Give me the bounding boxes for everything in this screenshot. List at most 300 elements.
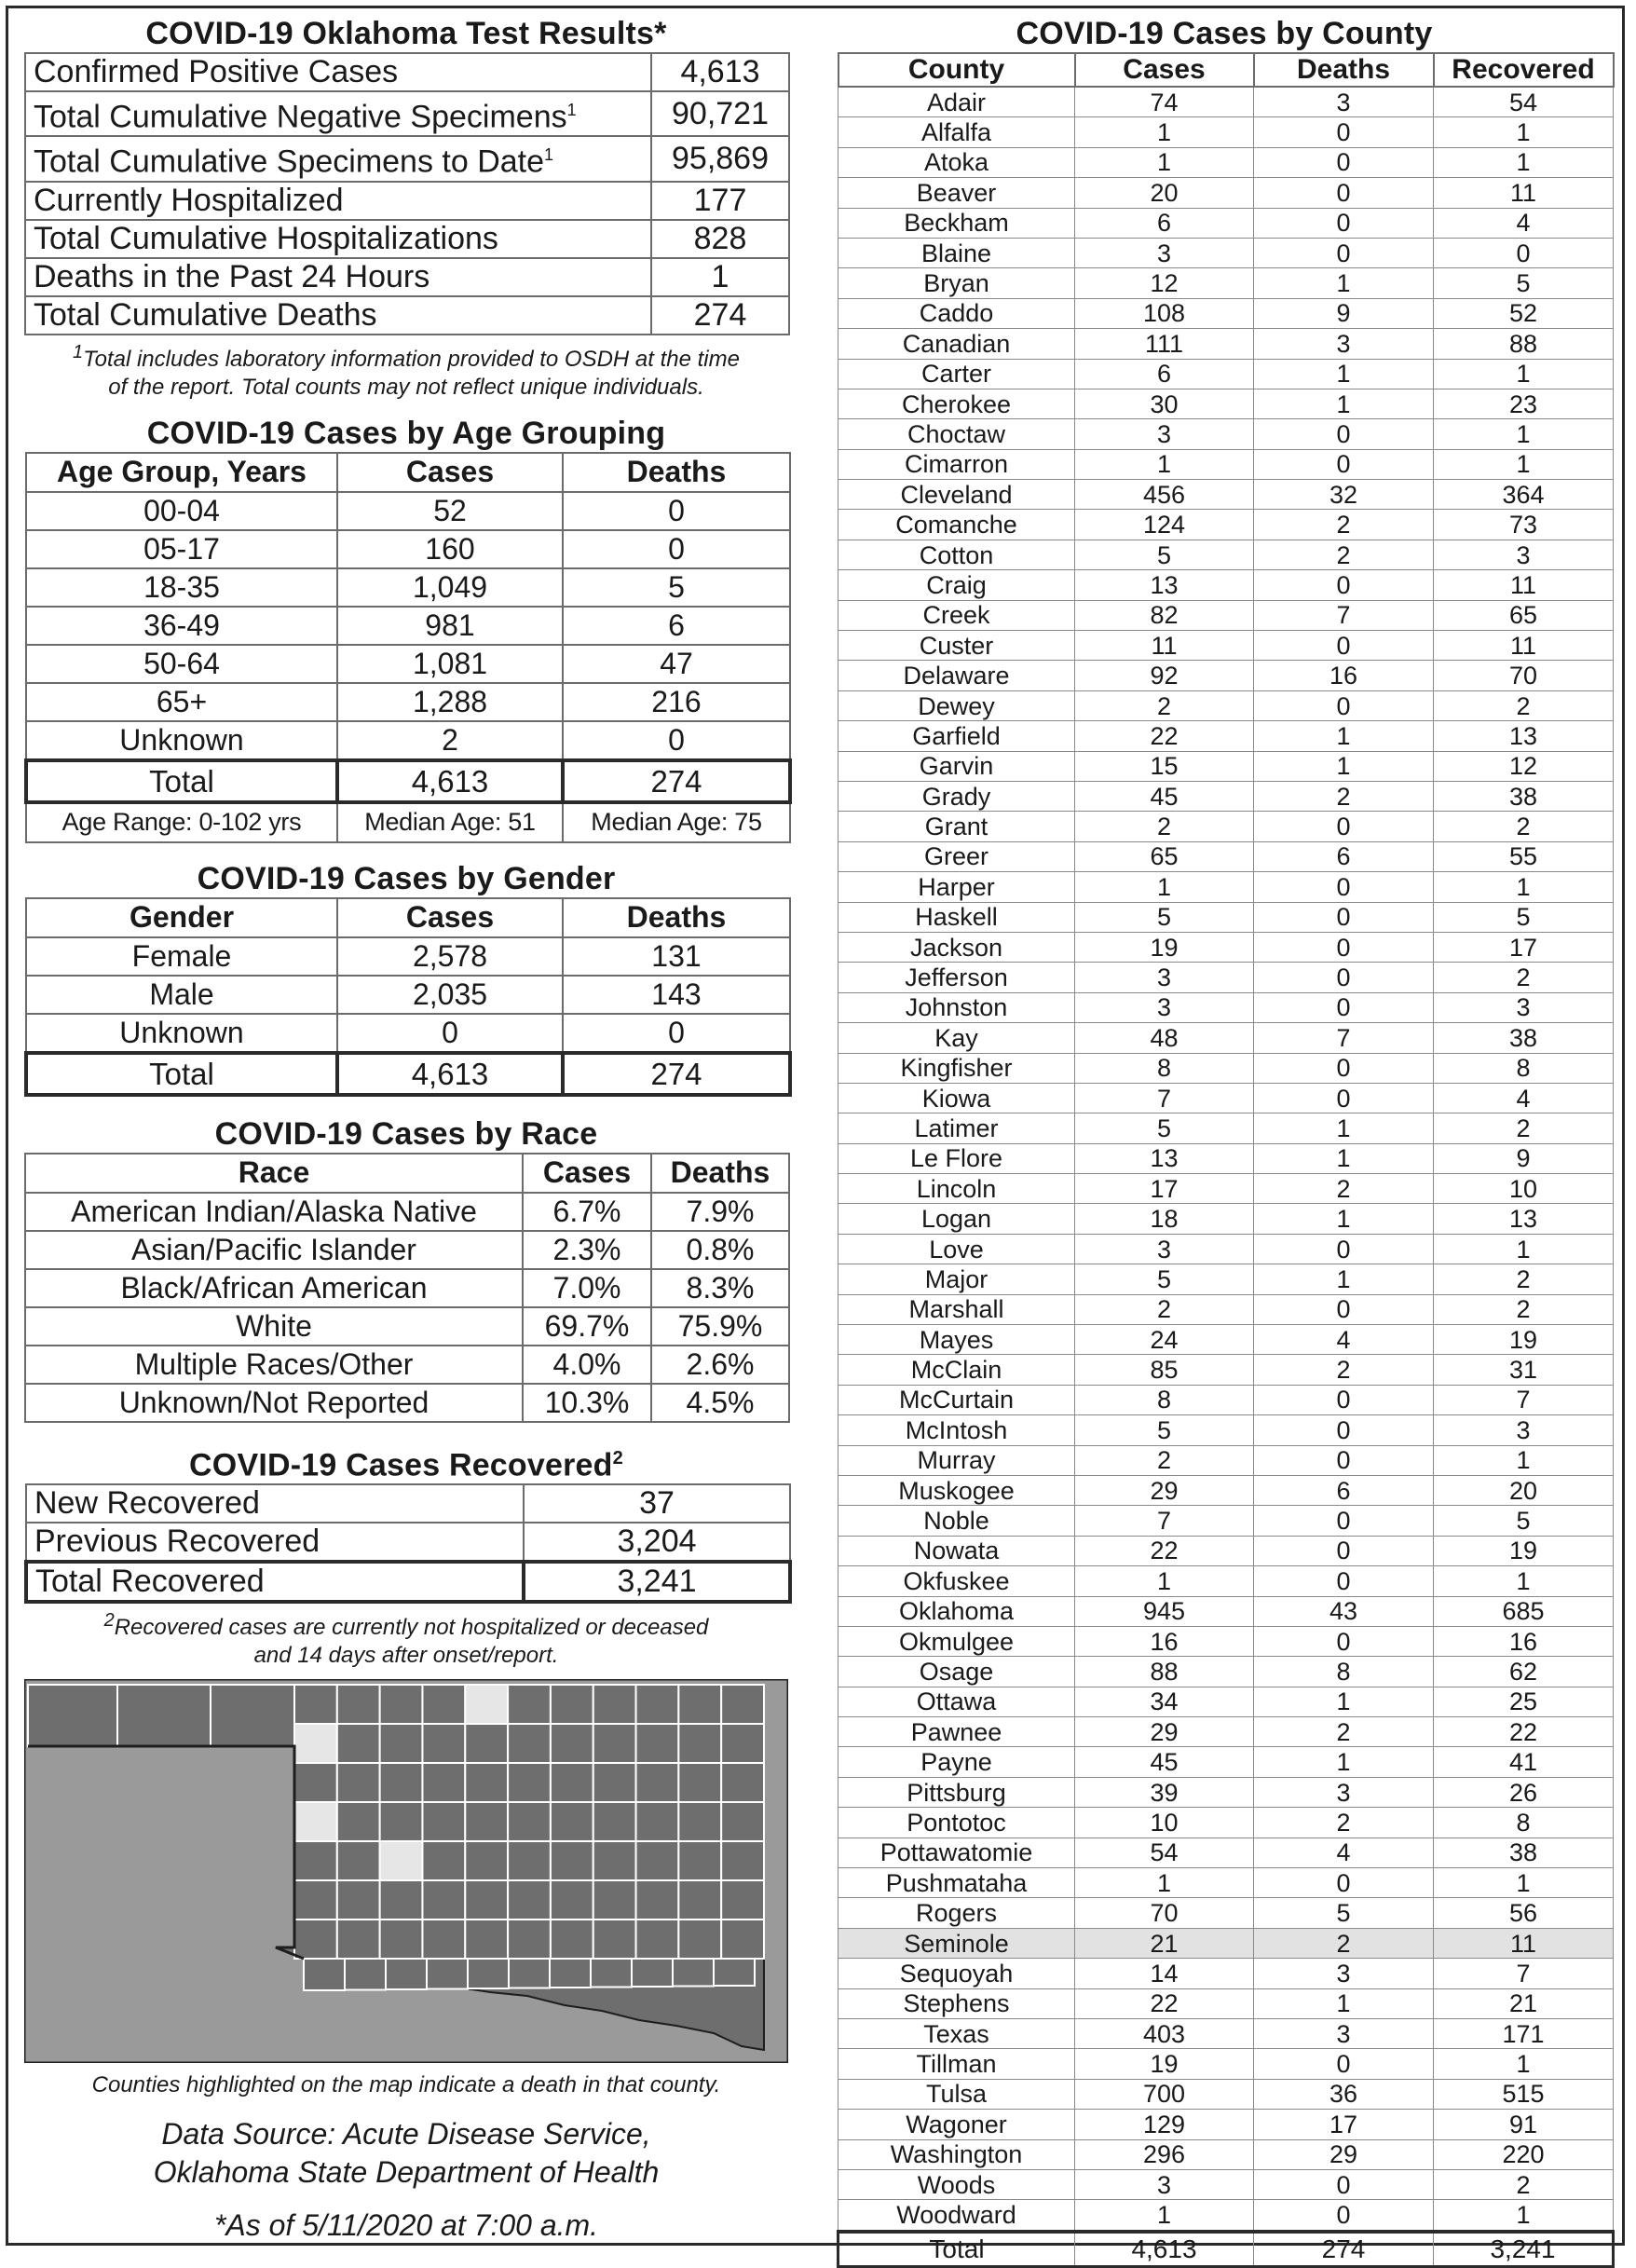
county-row	[838, 600, 1614, 630]
county-row	[838, 721, 1614, 751]
county-row	[838, 1808, 1614, 1838]
county-shape	[465, 1763, 508, 1802]
county-cell: 11	[1434, 1928, 1614, 1958]
county-row	[838, 992, 1614, 1022]
county-cell: 0	[1254, 1234, 1434, 1264]
county-shape	[721, 1724, 764, 1763]
county-cell: 17	[1075, 1174, 1254, 1204]
age-total-cell: 4,613	[337, 760, 563, 802]
county-row	[838, 2200, 1614, 2232]
county-shape	[380, 1685, 423, 1724]
county-cell: 0	[1254, 178, 1434, 208]
age-title: COVID-19 Cases by Age Grouping	[146, 415, 666, 451]
county-shape	[465, 1920, 508, 1959]
county-cell: 0	[1254, 1566, 1434, 1596]
county-shape	[422, 1841, 465, 1880]
county-row	[838, 1596, 1614, 1626]
county-cell: 945	[1075, 1596, 1254, 1626]
age-cell: 160	[337, 530, 563, 568]
race-cell: Black/African American	[25, 1269, 523, 1307]
county-row	[838, 963, 1614, 992]
county-cell: 0	[1254, 238, 1434, 267]
county-cell: 11	[1434, 570, 1614, 600]
county-row	[838, 2110, 1614, 2139]
test-result-row	[25, 91, 789, 136]
county-cell: 1	[1254, 721, 1434, 751]
county-cell: Marshall	[838, 1294, 1075, 1324]
county-cell: 2	[1075, 1294, 1254, 1324]
county-cell: 8	[1434, 1053, 1614, 1083]
county-cell: 1	[1254, 389, 1434, 418]
county-cell: Ottawa	[838, 1687, 1075, 1716]
age-row	[26, 530, 790, 568]
age-total-cell: 274	[563, 760, 790, 802]
county-shape	[550, 1959, 591, 1988]
county-cell: 65	[1075, 841, 1254, 871]
county-cell: Adair	[838, 87, 1075, 117]
county-cell: 2	[1434, 812, 1614, 841]
county-row	[838, 268, 1614, 298]
age-row	[26, 568, 790, 607]
county-cell: Murray	[838, 1445, 1075, 1475]
county-cell: 11	[1434, 178, 1614, 208]
county-cell: 3	[1075, 2169, 1254, 2199]
county-cell: 1	[1434, 1445, 1614, 1475]
county-cell: 5	[1075, 1415, 1254, 1445]
county-cell: 39	[1075, 1777, 1254, 1807]
county-cell: 19	[1075, 932, 1254, 962]
county-cell: 2	[1254, 1717, 1434, 1747]
county-cell: Pontotoc	[838, 1808, 1075, 1838]
county-shape	[591, 1959, 632, 1988]
county-cell: 685	[1434, 1596, 1614, 1626]
test-result-value: 90,721	[651, 91, 789, 136]
county-cell: 73	[1434, 510, 1614, 540]
age-footer-cell: Median Age: 75	[563, 802, 790, 842]
age-cell: 1,081	[337, 645, 563, 683]
race-row	[25, 1193, 789, 1231]
county-cell: McClain	[838, 1355, 1075, 1385]
county-shape	[465, 1724, 508, 1763]
county-cell: 38	[1434, 1023, 1614, 1053]
gender-header-row	[26, 898, 790, 937]
county-shape	[551, 1880, 593, 1920]
county-cell: 0	[1254, 1294, 1434, 1324]
age-cell: 50-64	[26, 645, 337, 683]
county-cell: 0	[1254, 147, 1434, 177]
race-cell: Unknown/Not Reported	[25, 1384, 523, 1422]
county-cell: 74	[1075, 87, 1254, 117]
county-cell: 0	[1254, 631, 1434, 661]
county-shape	[551, 1920, 593, 1959]
county-cell: 1	[1434, 2200, 1614, 2232]
gender-cell: Male	[26, 976, 337, 1014]
race-row	[25, 1307, 789, 1346]
age-row	[26, 607, 790, 645]
race-header-row	[25, 1154, 789, 1193]
county-shape	[593, 1802, 636, 1841]
county-row	[838, 2049, 1614, 2079]
county-cell: 0	[1254, 690, 1434, 720]
race-table	[24, 1153, 790, 1423]
county-cell: 2	[1434, 2169, 1614, 2199]
test-results-note: $^1$Total includes laboratory information provided to OSDH at the time of the report. Total counts may not reflect unique individuals.	[73, 341, 740, 400]
county-cell: 3	[1434, 992, 1614, 1022]
age-header-row	[26, 453, 790, 492]
county-cell: Lincoln	[838, 1174, 1075, 1204]
county-cell: 111	[1075, 329, 1254, 359]
test-results-table	[24, 52, 790, 335]
gender-cell: 143	[563, 976, 790, 1014]
county-cell: 3	[1254, 1959, 1434, 1988]
race-cell: Asian/Pacific Islander	[25, 1231, 523, 1269]
age-cell: 0	[563, 492, 790, 530]
county-cell: 31	[1434, 1355, 1614, 1385]
county-cell: Sequoyah	[838, 1959, 1075, 1988]
county-cell: 16	[1254, 661, 1434, 690]
county-shape	[422, 1685, 465, 1724]
race-cell: 7.9%	[651, 1193, 789, 1231]
county-total-cell: Total	[838, 2232, 1075, 2267]
note-line-1: Total includes laboratory information provided to OSDH at the time	[83, 346, 740, 372]
county-cell: 18	[1075, 1204, 1254, 1234]
county-shape	[632, 1959, 673, 1987]
county-cell: 22	[1075, 1536, 1254, 1565]
county-cell: Beckham	[838, 208, 1075, 238]
county-shape	[294, 1920, 337, 1959]
county-row	[838, 1777, 1614, 1807]
county-row	[838, 1536, 1614, 1565]
county-shape	[337, 1724, 380, 1763]
county-cell: 7	[1434, 1959, 1614, 1988]
recovered-note: $^2$Recovered cases are currently not hospitalized or deceased and 14 days after onset/report.	[103, 1609, 709, 1668]
county-cell: 129	[1075, 2110, 1254, 2139]
county-cell: 6	[1254, 841, 1434, 871]
county-cell: Craig	[838, 570, 1075, 600]
county-cell: 6	[1075, 208, 1254, 238]
county-shape	[337, 1763, 380, 1802]
county-cell: 13	[1075, 570, 1254, 600]
county-cell: 88	[1434, 329, 1614, 359]
county-row	[838, 208, 1614, 238]
county-cell: 0	[1254, 1445, 1434, 1475]
county-cell: 3	[1254, 329, 1434, 359]
county-cell: Carter	[838, 359, 1075, 389]
county-title: COVID-19 Cases by County	[1016, 16, 1433, 51]
county-cell: 10	[1075, 1808, 1254, 1838]
county-row	[838, 1174, 1614, 1204]
county-cell: 54	[1075, 1838, 1254, 1867]
county-total-cell: 274	[1254, 2232, 1434, 2267]
county-cell: 54	[1434, 87, 1614, 117]
county-cell: 13	[1075, 1143, 1254, 1173]
county-cell: 4	[1434, 1083, 1614, 1113]
county-shape	[422, 1763, 465, 1802]
county-cell: 13	[1434, 1204, 1614, 1234]
county-row	[838, 661, 1614, 690]
race-column-header: Deaths	[651, 1154, 789, 1193]
county-row	[838, 1475, 1614, 1505]
county-cell: Oklahoma	[838, 1596, 1075, 1626]
county-cell: Custer	[838, 631, 1075, 661]
county-cell: 403	[1075, 2019, 1254, 2049]
gender-row	[26, 937, 790, 976]
gender-cell: 2,578	[337, 937, 563, 976]
county-shape	[294, 1880, 337, 1920]
race-cell: 6.7%	[523, 1193, 651, 1231]
county-shape	[345, 1959, 386, 1990]
county-cell: 5	[1075, 902, 1254, 932]
gender-cell: Female	[26, 937, 337, 976]
county-row	[838, 1566, 1614, 1596]
county-table	[837, 52, 1615, 2268]
county-row	[838, 841, 1614, 871]
county-cell: 5	[1434, 268, 1614, 298]
county-cell: 108	[1075, 298, 1254, 328]
county-cell: 296	[1075, 2139, 1254, 2169]
county-cell: 456	[1075, 480, 1254, 510]
county-total-row	[838, 2232, 1614, 2267]
county-cell: 0	[1254, 2169, 1434, 2199]
county-cell: 2	[1254, 1174, 1434, 1204]
county-shape	[465, 1880, 508, 1920]
county-shape	[593, 1763, 636, 1802]
county-cell: 29	[1254, 2139, 1434, 2169]
county-cell: 16	[1075, 1626, 1254, 1656]
county-cell: 0	[1254, 1053, 1434, 1083]
county-cell: Pawnee	[838, 1717, 1075, 1747]
age-row	[26, 721, 790, 760]
county-header-row	[838, 53, 1614, 87]
county-row	[838, 298, 1614, 328]
county-cell: Dewey	[838, 690, 1075, 720]
county-shape	[551, 1724, 593, 1763]
county-cell: 9	[1254, 298, 1434, 328]
recovered-label: New Recovered	[26, 1484, 524, 1523]
footnote-marker: 1	[544, 145, 554, 165]
county-cell: 8	[1254, 1657, 1434, 1687]
age-cell: 18-35	[26, 568, 337, 607]
race-row	[25, 1384, 789, 1422]
county-shape	[721, 1763, 764, 1802]
footnote-marker: 1	[566, 101, 577, 119]
county-cell: 3	[1434, 540, 1614, 569]
county-shape	[636, 1802, 679, 1841]
recovered-title: COVID-19 Cases Recovered$^2$	[189, 1446, 623, 1482]
county-cell: 12	[1434, 751, 1614, 781]
county-cell: 2	[1434, 1114, 1614, 1143]
county-shape	[593, 1685, 636, 1724]
county-row	[838, 1325, 1614, 1355]
gender-cell: 0	[337, 1014, 563, 1053]
test-result-label: Total Cumulative Hospitalizations	[25, 220, 651, 258]
county-shape	[380, 1802, 423, 1841]
county-shape	[551, 1841, 593, 1880]
county-cell: 700	[1075, 2079, 1254, 2109]
county-shape	[721, 1802, 764, 1841]
gender-table	[24, 897, 792, 1097]
county-cell: 10	[1434, 1174, 1614, 1204]
county-cell: 3	[1075, 963, 1254, 992]
county-cell: Noble	[838, 1506, 1075, 1536]
county-shape	[636, 1763, 679, 1802]
county-cell: 171	[1434, 2019, 1614, 2049]
county-cell: 0	[1254, 1506, 1434, 1536]
age-cell: 52	[337, 492, 563, 530]
county-shape	[422, 1724, 465, 1763]
county-cell: Cotton	[838, 540, 1075, 569]
gender-title: COVID-19 Cases by Gender	[197, 860, 616, 896]
county-cell: 11	[1075, 631, 1254, 661]
county-shape	[678, 1685, 721, 1724]
county-shape	[721, 1685, 764, 1724]
county-cell: 36	[1254, 2079, 1434, 2109]
county-cell: 2	[1254, 510, 1434, 540]
county-cell: 22	[1075, 1988, 1254, 2018]
county-cell: Nowata	[838, 1536, 1075, 1565]
test-result-label: Confirmed Positive Cases	[25, 53, 651, 91]
county-cell: Woods	[838, 2169, 1075, 2199]
county-shape	[636, 1880, 679, 1920]
county-total-cell: 3,241	[1434, 2232, 1614, 2267]
county-cell: 3	[1254, 2019, 1434, 2049]
gender-total-cell: 274	[563, 1053, 790, 1095]
county-row	[838, 2169, 1614, 2199]
county-row	[838, 1838, 1614, 1867]
county-row	[838, 1898, 1614, 1928]
test-result-row	[25, 296, 789, 335]
county-cell: Pushmataha	[838, 1868, 1075, 1898]
county-cell: Rogers	[838, 1898, 1075, 1928]
county-shape	[468, 1959, 509, 1988]
gender-cell: 131	[563, 937, 790, 976]
county-cell: Greer	[838, 841, 1075, 871]
age-cell: 2	[337, 721, 563, 760]
county-shape	[304, 1959, 345, 1990]
county-cell: 34	[1075, 1687, 1254, 1716]
county-shape	[721, 1920, 764, 1959]
gender-cell: Unknown	[26, 1014, 337, 1053]
county-row	[838, 329, 1614, 359]
county-shape	[678, 1841, 721, 1880]
county-shape	[380, 1763, 423, 1802]
county-shape	[337, 1802, 380, 1841]
county-row	[838, 1385, 1614, 1414]
county-cell: 1	[1075, 1566, 1254, 1596]
county-cell: 3	[1075, 1234, 1254, 1264]
county-cell: 5	[1075, 1264, 1254, 1294]
county-cell: 0	[1254, 1385, 1434, 1414]
county-cell: 4	[1254, 1838, 1434, 1867]
race-cell: 2.6%	[651, 1346, 789, 1384]
county-cell: 17	[1434, 932, 1614, 962]
county-row	[838, 812, 1614, 841]
county-shape	[380, 1724, 423, 1763]
county-cell: Washington	[838, 2139, 1075, 2169]
county-row	[838, 2019, 1614, 2049]
county-cell: Okfuskee	[838, 1566, 1075, 1596]
county-cell: 1	[1434, 2049, 1614, 2079]
county-row	[838, 1687, 1614, 1716]
county-cell: 1	[1254, 1114, 1434, 1143]
county-row	[838, 117, 1614, 147]
county-column-header: Deaths	[1254, 53, 1434, 87]
test-result-value: 274	[651, 296, 789, 335]
county-cell: Caddo	[838, 298, 1075, 328]
county-row	[838, 389, 1614, 418]
age-column-header: Age Group, Years	[26, 453, 337, 492]
county-row	[838, 1264, 1614, 1294]
county-cell: 7	[1434, 1385, 1614, 1414]
county-cell: 12	[1075, 268, 1254, 298]
county-shape	[508, 1920, 551, 1959]
county-cell: 38	[1434, 781, 1614, 811]
test-result-value: 1	[651, 258, 789, 296]
county-shape	[508, 1841, 551, 1880]
county-shape	[294, 1841, 337, 1880]
county-cell: 26	[1434, 1777, 1614, 1807]
county-row	[838, 2139, 1614, 2169]
county-cell: 1	[1254, 1143, 1434, 1173]
county-cell: 9	[1434, 1143, 1614, 1173]
recovered-total-label: Total Recovered	[26, 1562, 524, 1602]
county-cell: Delaware	[838, 661, 1075, 690]
county-shape	[593, 1920, 636, 1959]
county-cell: 19	[1434, 1536, 1614, 1565]
county-cell: 52	[1434, 298, 1614, 328]
age-cell: 00-04	[26, 492, 337, 530]
left-column	[24, 15, 788, 2243]
age-cell: 216	[563, 683, 790, 721]
age-cell: 981	[337, 607, 563, 645]
county-cell: Stephens	[838, 1988, 1075, 2018]
county-cell: 0	[1254, 1083, 1434, 1113]
county-shape	[380, 1920, 423, 1959]
gender-total-cell: Total	[26, 1053, 337, 1095]
county-row	[838, 2079, 1614, 2109]
test-result-label: Total Cumulative Specimens to Date$^1$	[25, 136, 651, 181]
county-shape	[465, 1685, 508, 1724]
county-cell: Major	[838, 1264, 1075, 1294]
county-cell: 7	[1254, 600, 1434, 630]
county-cell: 0	[1254, 117, 1434, 147]
county-cell: Latimer	[838, 1114, 1075, 1143]
county-shape	[508, 1880, 551, 1920]
county-shape	[337, 1841, 380, 1880]
county-cell: 14	[1075, 1959, 1254, 1988]
county-shape	[294, 1724, 337, 1763]
test-result-value: 177	[651, 182, 789, 220]
county-cell: 2	[1254, 1808, 1434, 1838]
county-shape	[465, 1841, 508, 1880]
county-cell: 5	[1075, 1114, 1254, 1143]
county-row	[838, 510, 1614, 540]
county-cell: Garfield	[838, 721, 1075, 751]
county-column-header: County	[838, 53, 1075, 87]
county-row	[838, 87, 1614, 117]
county-row	[838, 238, 1614, 267]
county-cell: 82	[1075, 600, 1254, 630]
county-cell: Osage	[838, 1657, 1075, 1687]
county-shape	[427, 1959, 468, 1989]
county-row	[838, 419, 1614, 449]
oklahoma-county-map	[24, 1679, 788, 2063]
county-cell: 1	[1434, 419, 1614, 449]
county-cell: 70	[1434, 661, 1614, 690]
county-cell: Pittsburg	[838, 1777, 1075, 1807]
county-cell: Le Flore	[838, 1143, 1075, 1173]
county-cell: 0	[1254, 2200, 1434, 2232]
